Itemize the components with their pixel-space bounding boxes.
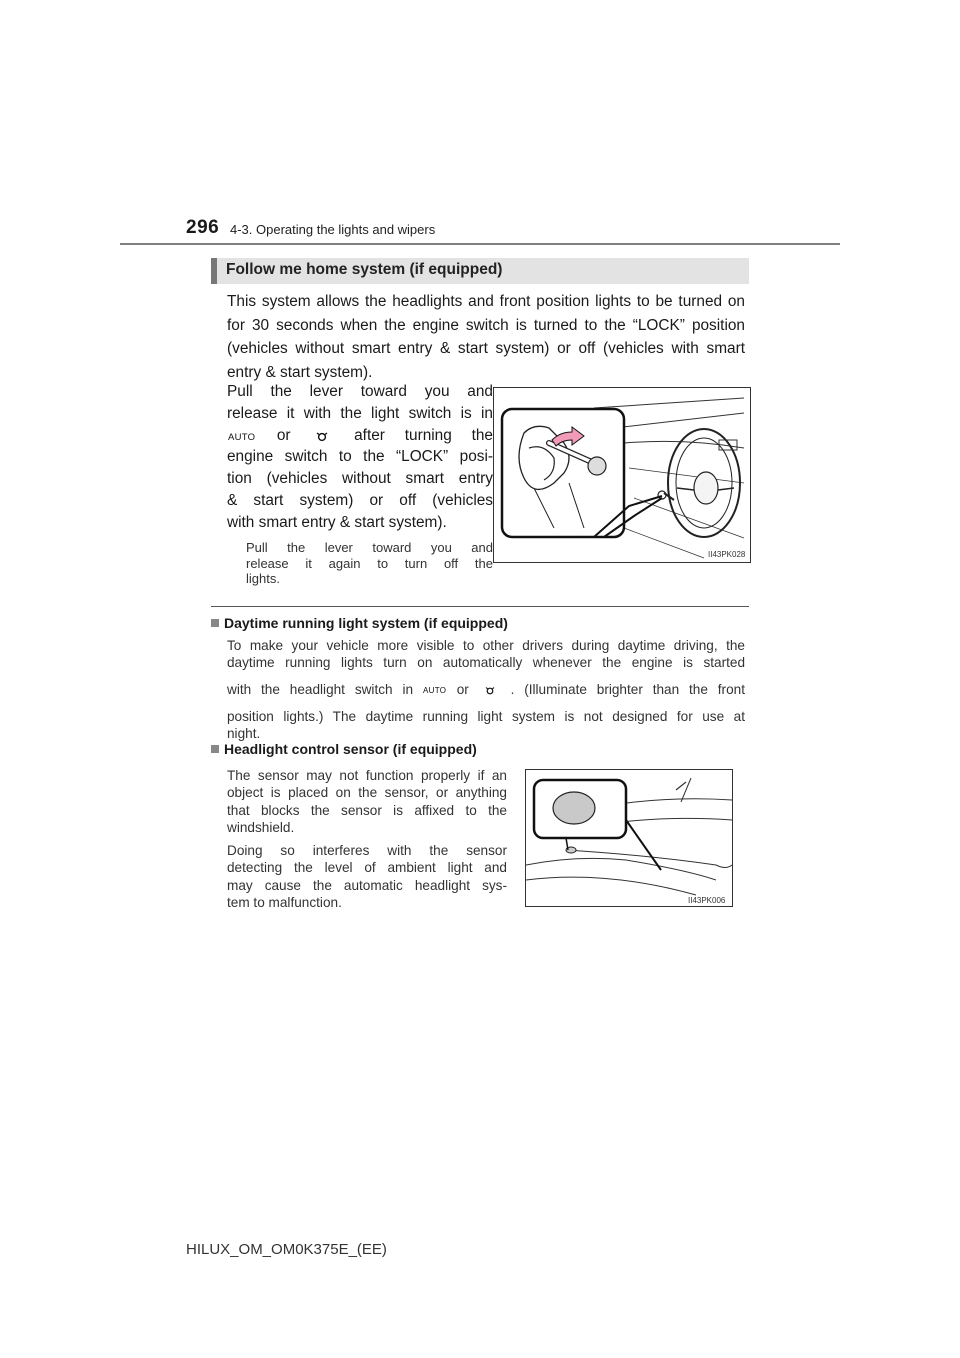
sensor-line: windshield. bbox=[227, 820, 295, 836]
drl-or-text: or bbox=[456, 681, 469, 697]
headlight-switch-icon bbox=[479, 684, 501, 696]
sensor-heading-text: Headlight control sensor (if equipped) bbox=[224, 741, 477, 757]
sensor-body-2 bbox=[227, 842, 507, 912]
header-divider bbox=[120, 243, 840, 245]
section-divider bbox=[211, 606, 749, 607]
drl-heading bbox=[211, 615, 508, 631]
section-title-bar bbox=[211, 258, 749, 284]
lever-illustration bbox=[493, 387, 751, 563]
auto-icon-label: AUTO bbox=[228, 431, 255, 443]
drl-post-text: . (Illuminate brighter than the front bbox=[510, 681, 745, 697]
intro-line: This system allows the headlights and front position lights to be turned bbox=[227, 293, 723, 310]
section-title: Follow me home system (if equipped) bbox=[226, 261, 503, 278]
drl-line: To make your vehicle more visible to other drivers during daytime driving, the bbox=[227, 638, 745, 653]
drl-line: night. bbox=[227, 726, 261, 742]
sensor-line: The sensor may not function properly if an bbox=[227, 768, 507, 783]
step-instruction bbox=[227, 381, 493, 534]
sensor-line: Doing so interferes with the sensor bbox=[227, 843, 507, 858]
step-note bbox=[246, 540, 493, 587]
step-after-text: after turning the bbox=[354, 426, 493, 444]
step-line: with smart entry & start system). bbox=[227, 513, 447, 531]
drl-pre-text: with the headlight switch in bbox=[227, 681, 414, 697]
sensor-line: detecting the level of ambient light and bbox=[227, 860, 507, 876]
sensor-heading bbox=[211, 741, 477, 757]
step-note-line: lights. bbox=[246, 571, 280, 586]
auto-switch-icon bbox=[227, 429, 257, 443]
step-line: Pull the lever toward you and bbox=[227, 383, 493, 400]
title-accent-bar bbox=[211, 258, 217, 284]
sensor-line: object is placed on the sensor, or anything bbox=[227, 785, 507, 801]
document-code: HILUX_OM_OM0K375E_(EE) bbox=[186, 1241, 387, 1258]
sensor-illustration bbox=[525, 769, 733, 907]
drl-line-icons bbox=[227, 672, 745, 708]
step-note-line: release it again to turn off the bbox=[246, 555, 493, 571]
drl-heading-text: Daytime running light system (if equipped) bbox=[224, 615, 508, 631]
illustration-code: II43PK028 bbox=[708, 550, 746, 559]
step-note-line: Pull the lever toward you and bbox=[246, 540, 493, 555]
sensor-illustration-drawing bbox=[526, 770, 732, 906]
page-number: 296 bbox=[186, 217, 220, 238]
sensor-line: may cause the automatic headlight sys- bbox=[227, 877, 507, 893]
step-line-icons bbox=[227, 425, 493, 447]
intro-line: on for 30 seconds when the engine switch is turned to the “LOCK” bbox=[227, 293, 745, 334]
illustration-code: II43PK006 bbox=[688, 896, 726, 905]
auto-icon-label: AUTO bbox=[422, 686, 446, 696]
intro-paragraph bbox=[227, 290, 745, 384]
section-path: 4-3. Operating the lights and wipers bbox=[230, 222, 436, 237]
intro-line: with smart entry & start system). bbox=[227, 340, 746, 381]
step-line: release it with the light switch is in bbox=[227, 404, 493, 422]
step-line: engine switch to the “LOCK” posi- bbox=[227, 448, 493, 466]
drl-line: position lights.) The daytime running light system is not designed for use at bbox=[227, 708, 745, 724]
step-or-text: or bbox=[276, 426, 291, 444]
drl-line: daytime running lights turn on automatically whenever the engine is started bbox=[227, 655, 745, 671]
sensor-line: that blocks the sensor is affixed to the bbox=[227, 802, 507, 818]
auto-switch-icon bbox=[423, 684, 447, 696]
step-line: & start system) or off (vehicles bbox=[227, 491, 493, 509]
square-bullet-icon bbox=[211, 745, 219, 753]
lever-illustration-drawing bbox=[494, 388, 750, 562]
sensor-body bbox=[227, 767, 507, 837]
step-line: tion (vehicles without smart entry bbox=[227, 470, 493, 488]
drl-body bbox=[227, 637, 745, 743]
sensor-line: tem to malfunction. bbox=[227, 895, 342, 911]
headlight-switch-icon bbox=[310, 429, 334, 443]
intro-line: position (vehicles without smart entry & start system) or off (vehicles bbox=[227, 316, 745, 357]
square-bullet-icon bbox=[211, 619, 219, 627]
